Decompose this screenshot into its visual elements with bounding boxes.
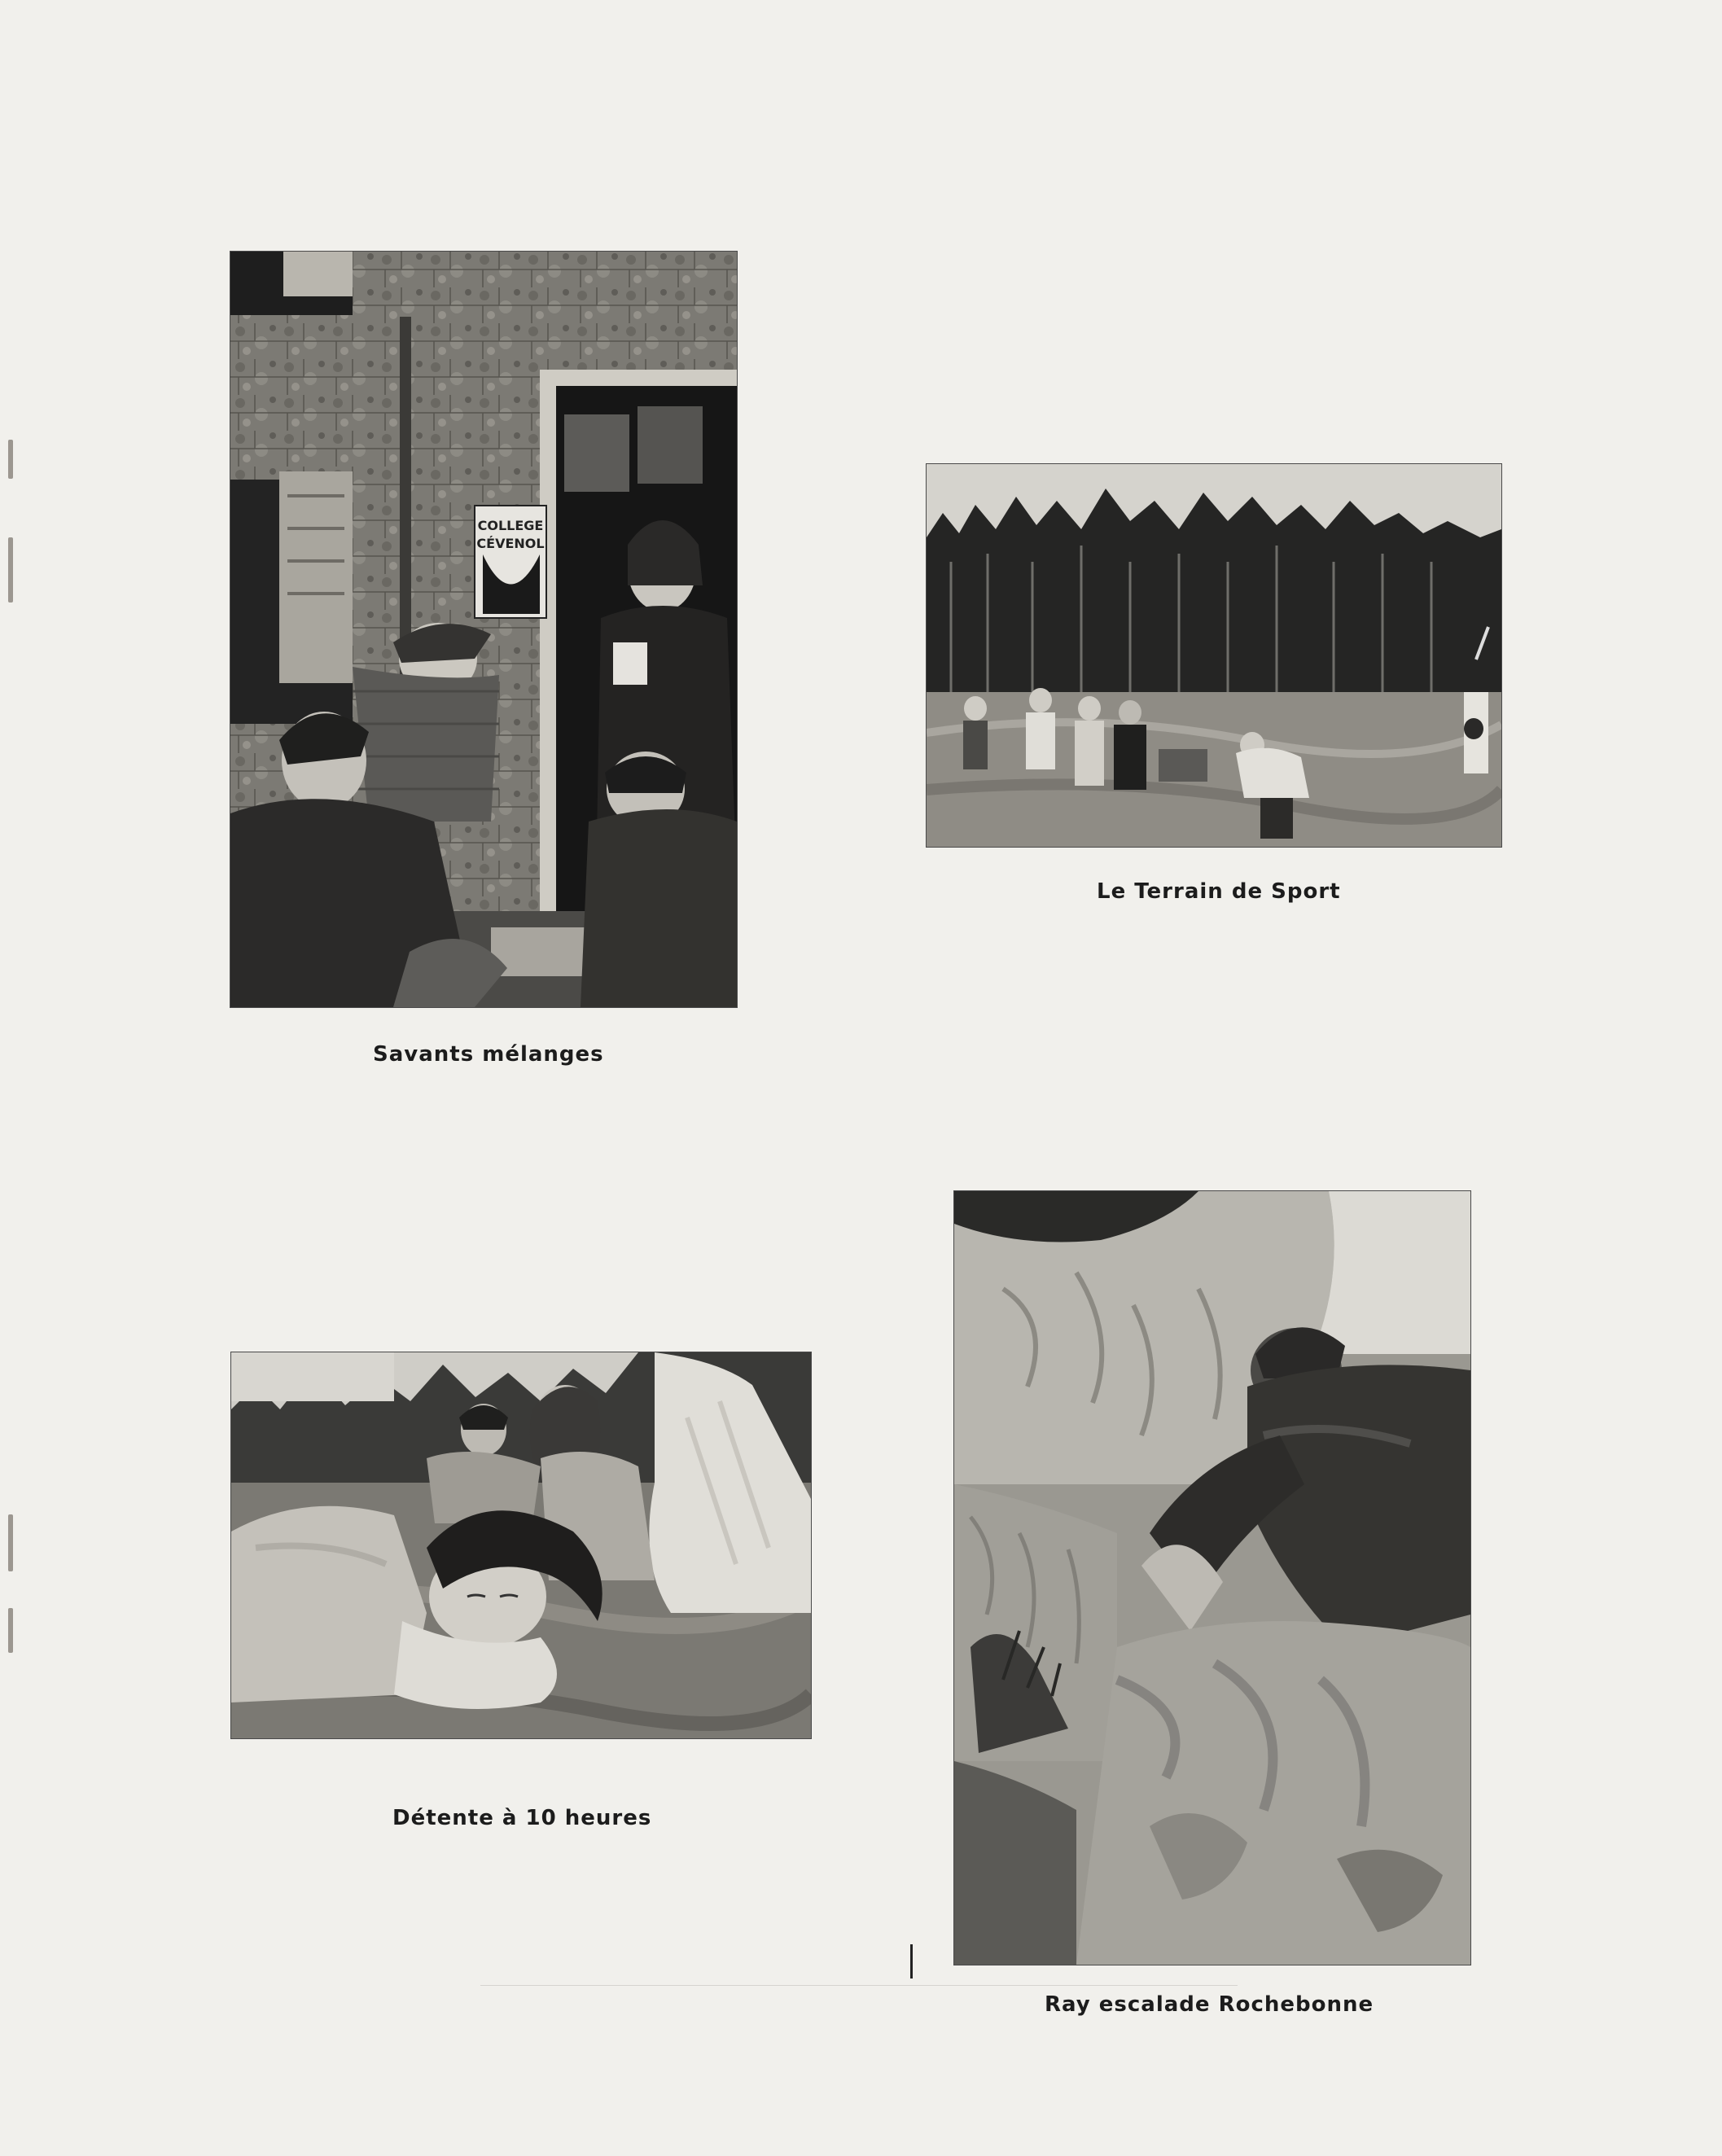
staple-bottom	[8, 1514, 13, 1571]
photo-terrain-de-sport	[926, 463, 1502, 848]
staple-top-lower	[8, 537, 13, 603]
caption-detente: Détente à 10 heures	[392, 1806, 652, 1830]
photo-ray-escalade	[953, 1190, 1471, 1965]
sign-line1: COLLEGE	[477, 518, 544, 533]
printed-rule	[480, 1985, 1238, 1986]
caption-savants-melanges: Savants mélanges	[373, 1042, 604, 1067]
sign-line2: CÉVENOL	[476, 536, 545, 551]
caption-ray-escalade: Ray escalade Rochebonne	[1045, 1992, 1374, 2017]
printer-mark	[910, 1944, 913, 1979]
staple-top	[8, 440, 13, 479]
photo-savants-melanges	[230, 251, 738, 1008]
staple-bottom-lower	[8, 1608, 13, 1653]
photo-detente	[230, 1352, 812, 1739]
caption-terrain-de-sport: Le Terrain de Sport	[1097, 879, 1341, 904]
